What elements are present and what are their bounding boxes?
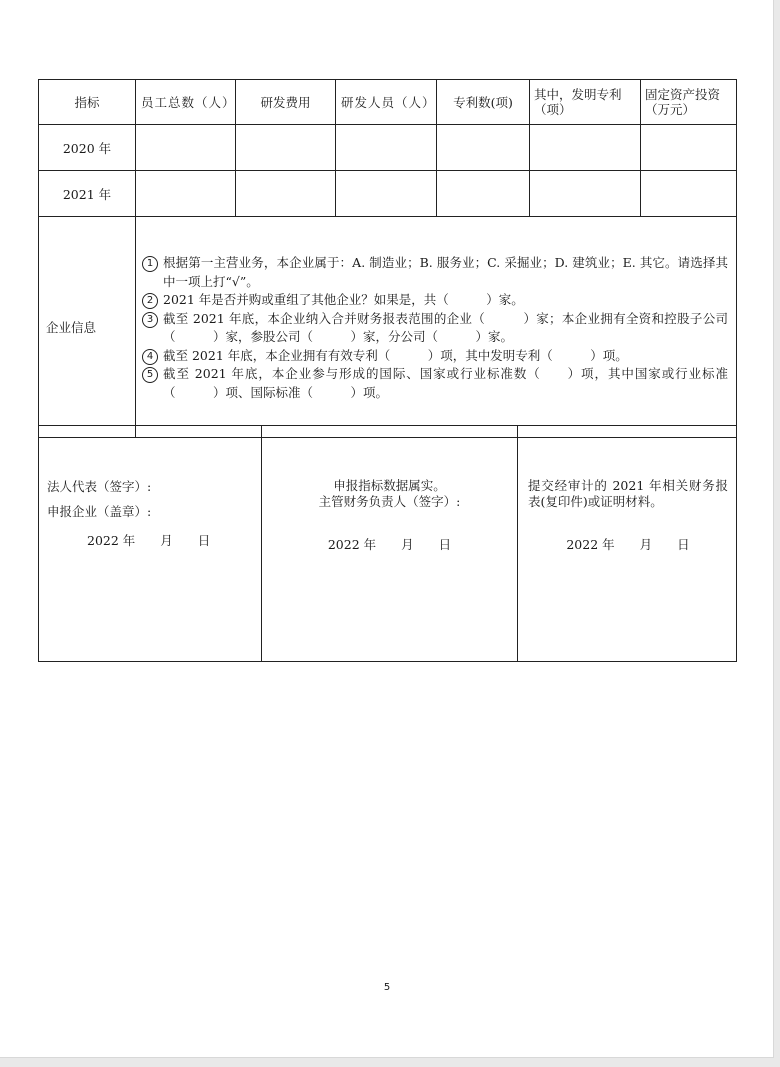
page-number: 5 <box>383 982 391 993</box>
date-line: 2022 年 月 日 <box>87 533 211 548</box>
legal-representative-signature-label: 法人代表（签字）: <box>47 479 152 494</box>
list-item-text: 根据第一主营业务，本企业属于：A. 制造业；B. 服务业；C. 采掘业；D. 建筑业；E. 其它。请选择其中一项上打“√”。 <box>163 255 728 289</box>
header-employees: 员工总数（人） <box>136 80 236 125</box>
indicator-table <box>38 79 737 438</box>
enterprise-info-list <box>136 217 737 438</box>
input-cell[interactable] <box>641 125 737 171</box>
date-line: 2022 年 月 日 <box>327 537 452 552</box>
input-cell[interactable] <box>336 171 437 217</box>
circled-number-4: 4 <box>142 349 158 365</box>
date-line: 2022 年 月 日 <box>566 537 690 552</box>
input-cell[interactable] <box>136 125 236 171</box>
signature-table <box>38 425 737 662</box>
legal-representative-cell <box>39 426 262 662</box>
input-cell[interactable] <box>236 125 336 171</box>
input-cell[interactable] <box>236 171 336 217</box>
row-year-label: 2021 年 <box>39 171 136 217</box>
list-item <box>142 291 728 310</box>
input-cell[interactable] <box>530 171 641 217</box>
circled-number-1: 1 <box>142 256 158 272</box>
header-indicator: 指标 <box>39 80 136 125</box>
circled-number-5: 5 <box>142 367 158 383</box>
list-item <box>142 365 728 402</box>
applicant-seal-label: 申报企业（盖章）: <box>47 504 152 519</box>
audit-materials-cell <box>518 426 737 662</box>
header-patents: 专利数(项) <box>437 80 530 125</box>
circled-number-3: 3 <box>142 312 158 328</box>
row-year-label: 2020 年 <box>39 125 136 171</box>
finance-officer-signature-label: 主管财务负责人（签字）: <box>318 494 461 509</box>
enterprise-info-row <box>39 217 737 438</box>
signature-row <box>39 426 737 662</box>
input-cell[interactable] <box>530 125 641 171</box>
header-invention-patents: 其中，发明专利（项） <box>530 80 641 125</box>
header-rd-staff: 研发人员（人） <box>336 80 437 125</box>
header-fixed-asset-investment: 固定资产投资（万元） <box>641 80 737 125</box>
input-cell[interactable] <box>136 171 236 217</box>
header-rd-expense: 研发费用 <box>236 80 336 125</box>
table-row <box>39 171 737 217</box>
audit-materials-note: 提交经审计的 2021 年相关财务报表(复印件)或证明材料。 <box>528 478 728 509</box>
list-item-text: 截至 2021 年底，本企业纳入合并财务报表范围的企业（ ）家；本企业拥有全资和控股子公司（ ）家，参股公司（ ）家，分公司（ ）家。 <box>163 310 728 344</box>
circled-number-2: 2 <box>142 293 158 309</box>
list-item-text: 截至 2021 年底，本企业拥有有效专利（ ）项，其中发明专利（ ）项。 <box>163 347 628 363</box>
finance-officer-cell <box>262 426 518 662</box>
data-true-statement: 申报指标数据属实。 <box>333 478 446 493</box>
input-cell[interactable] <box>437 171 530 217</box>
table-row <box>39 125 737 171</box>
list-item <box>142 254 728 291</box>
input-cell[interactable] <box>641 171 737 217</box>
input-cell[interactable] <box>437 125 530 171</box>
input-cell[interactable] <box>336 125 437 171</box>
list-item-text: 截至 2021 年底，本企业参与形成的国际、国家或行业标准数（ ）项，其中国家或行业标准（ ）项、国际标准（ ）项。 <box>163 366 728 400</box>
list-item-text: 2021 年是否并购或重组了其他企业？如果是，共（ ）家。 <box>163 292 524 307</box>
list-item <box>142 347 728 366</box>
enterprise-info-label: 企业信息 <box>39 217 136 438</box>
list-item <box>142 310 728 347</box>
table-header-row <box>39 80 737 125</box>
